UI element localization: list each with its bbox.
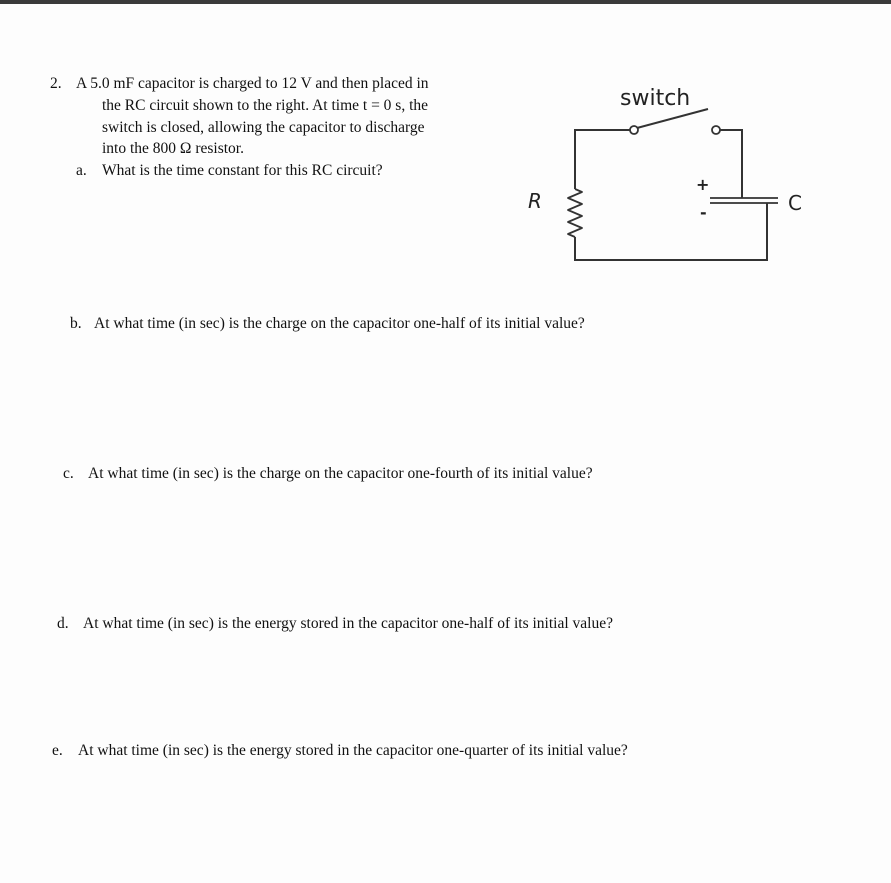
part-c-letter: c. [63,465,74,482]
problem-intro-line-4: into the 800 Ω resistor. [102,140,244,157]
problem-intro-line-3: switch is closed, allowing the capacitor to discharge [102,119,425,136]
rc-circuit-diagram [500,74,830,274]
part-b-letter: b. [70,315,82,332]
problem-intro-line-1: A 5.0 mF capacitor is charged to 12 V and then placed in [76,75,429,92]
worksheet-page [0,4,891,883]
part-b-question: At what time (in sec) is the charge on the capacitor one-half of its initial value? [94,315,585,332]
part-e-letter: e. [52,742,63,759]
switch-blade [637,109,708,128]
part-c-question: At what time (in sec) is the charge on the capacitor one-fourth of its initial value? [88,465,593,482]
bottom-wire [575,211,767,260]
resistor-label: R [528,189,542,213]
capacitor-label: C [788,191,802,215]
part-d-letter: d. [57,615,69,632]
capacitor-minus-sign: - [700,203,707,222]
problem-number: 2. [50,75,62,92]
capacitor-plus-sign: + [696,175,710,194]
switch-label: switch [620,86,691,111]
part-e-question: At what time (in sec) is the energy stored in the capacitor one-quarter of its initial value? [78,742,628,759]
top-right-wire [720,130,742,198]
part-a-question: What is the time constant for this RC circuit? [102,162,383,179]
part-d-question: At what time (in sec) is the energy stored in the capacitor one-half of its initial value? [83,615,613,632]
top-left-wire [575,130,630,189]
problem-intro-line-2: the RC circuit shown to the right. At time t = 0 s, the [102,97,429,114]
part-a-letter: a. [76,162,87,179]
resistor-zigzag [568,189,582,237]
switch-contact-terminal [712,126,720,134]
